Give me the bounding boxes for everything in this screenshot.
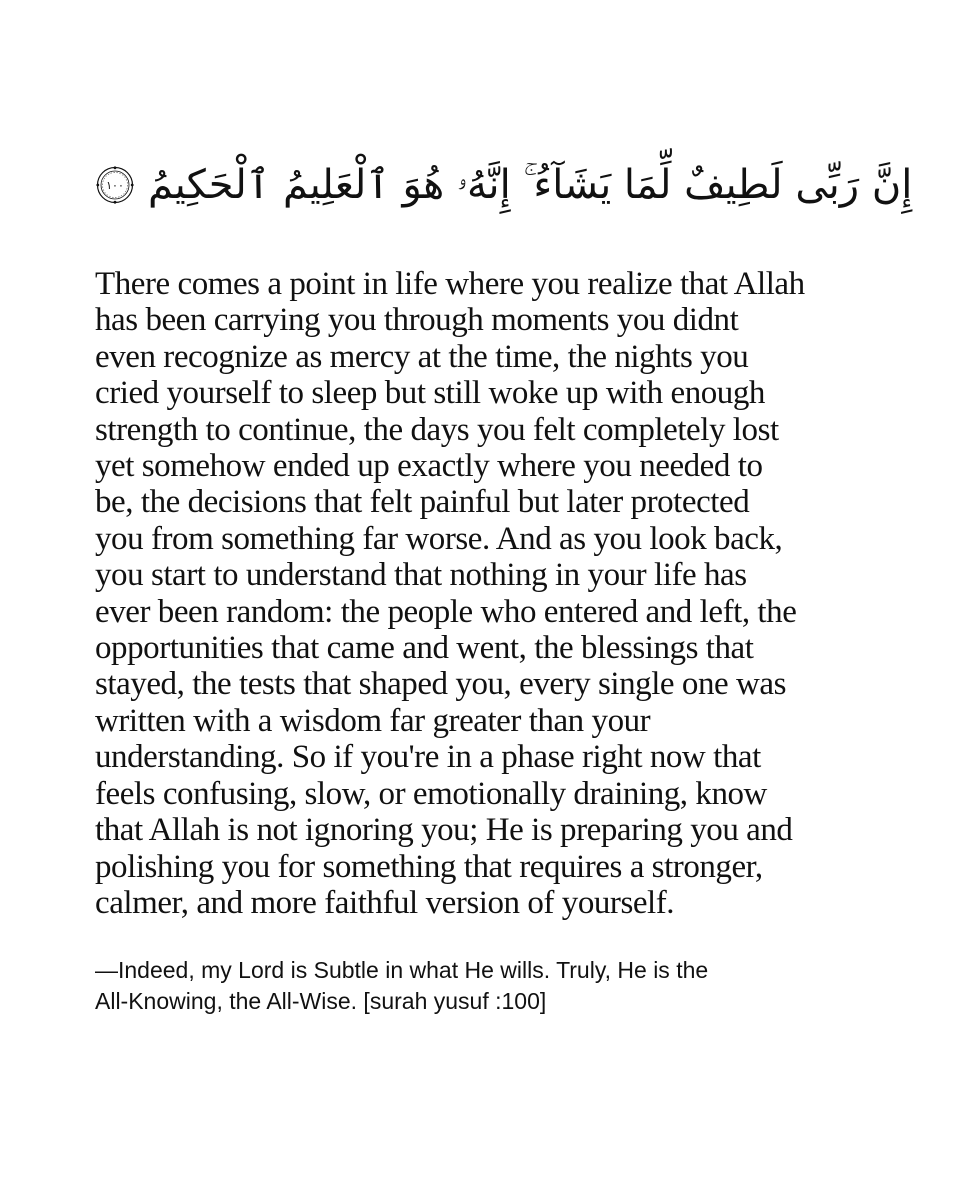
citation-line: —Indeed, my Lord is Subtle in what He wills. Truly, He is the bbox=[95, 957, 709, 983]
reflection-line: stayed, the tests that shaped you, every single one was bbox=[95, 666, 786, 703]
reflection-line: strength to continue, the days you felt completely lost bbox=[95, 411, 779, 448]
reflection-line: understanding. So if you're in a phase right now that bbox=[95, 739, 761, 776]
reflection-line: be, the decisions that felt painful but later protected bbox=[95, 484, 750, 521]
reflection-line: yet somehow ended up exactly where you needed to bbox=[95, 448, 763, 485]
reflection-paragraph bbox=[95, 266, 873, 921]
reflection-line: polishing you for something that requires a stronger, bbox=[95, 848, 763, 885]
reflection-line: written with a wisdom far greater than your bbox=[95, 702, 651, 739]
reflection-line: you from something far worse. And as you look back, bbox=[95, 520, 783, 557]
reflection-line: you start to understand that nothing in your life has bbox=[95, 557, 747, 594]
arabic-verse: إِنَّ رَبِّى لَطِيفٌ لِّمَا يَشَآءُ ۚ إِنَّهُۥ هُوَ ٱلْعَلِيمُ ٱلْحَكِيمُ bbox=[148, 162, 913, 208]
reflection-line: opportunities that came and went, the blessings that bbox=[95, 630, 754, 667]
citation-line: All-Knowing, the All-Wise. [surah yusuf :100] bbox=[95, 988, 547, 1014]
reflection-line: cried yourself to sleep but still woke up with enough bbox=[95, 375, 765, 412]
ayah-end-marker-icon bbox=[96, 166, 134, 204]
reflection-line: ever been random: the people who entered and left, the bbox=[95, 593, 797, 630]
reflection-line: that Allah is not ignoring you; He is preparing you and bbox=[95, 812, 793, 849]
reflection-line: feels confusing, slow, or emotionally draining, know bbox=[95, 775, 767, 812]
ayah-number: ١٠٠ bbox=[106, 178, 124, 192]
reflection-line: There comes a point in life where you realize that Allah bbox=[95, 266, 805, 302]
verse-translation-citation bbox=[95, 955, 885, 1017]
quran-verse-row bbox=[96, 140, 913, 230]
reflection-line: calmer, and more faithful version of yourself. bbox=[95, 884, 675, 921]
reflection-line: even recognize as mercy at the time, the nights you bbox=[95, 338, 749, 375]
reflection-line: has been carrying you through moments you didnt bbox=[95, 302, 739, 339]
